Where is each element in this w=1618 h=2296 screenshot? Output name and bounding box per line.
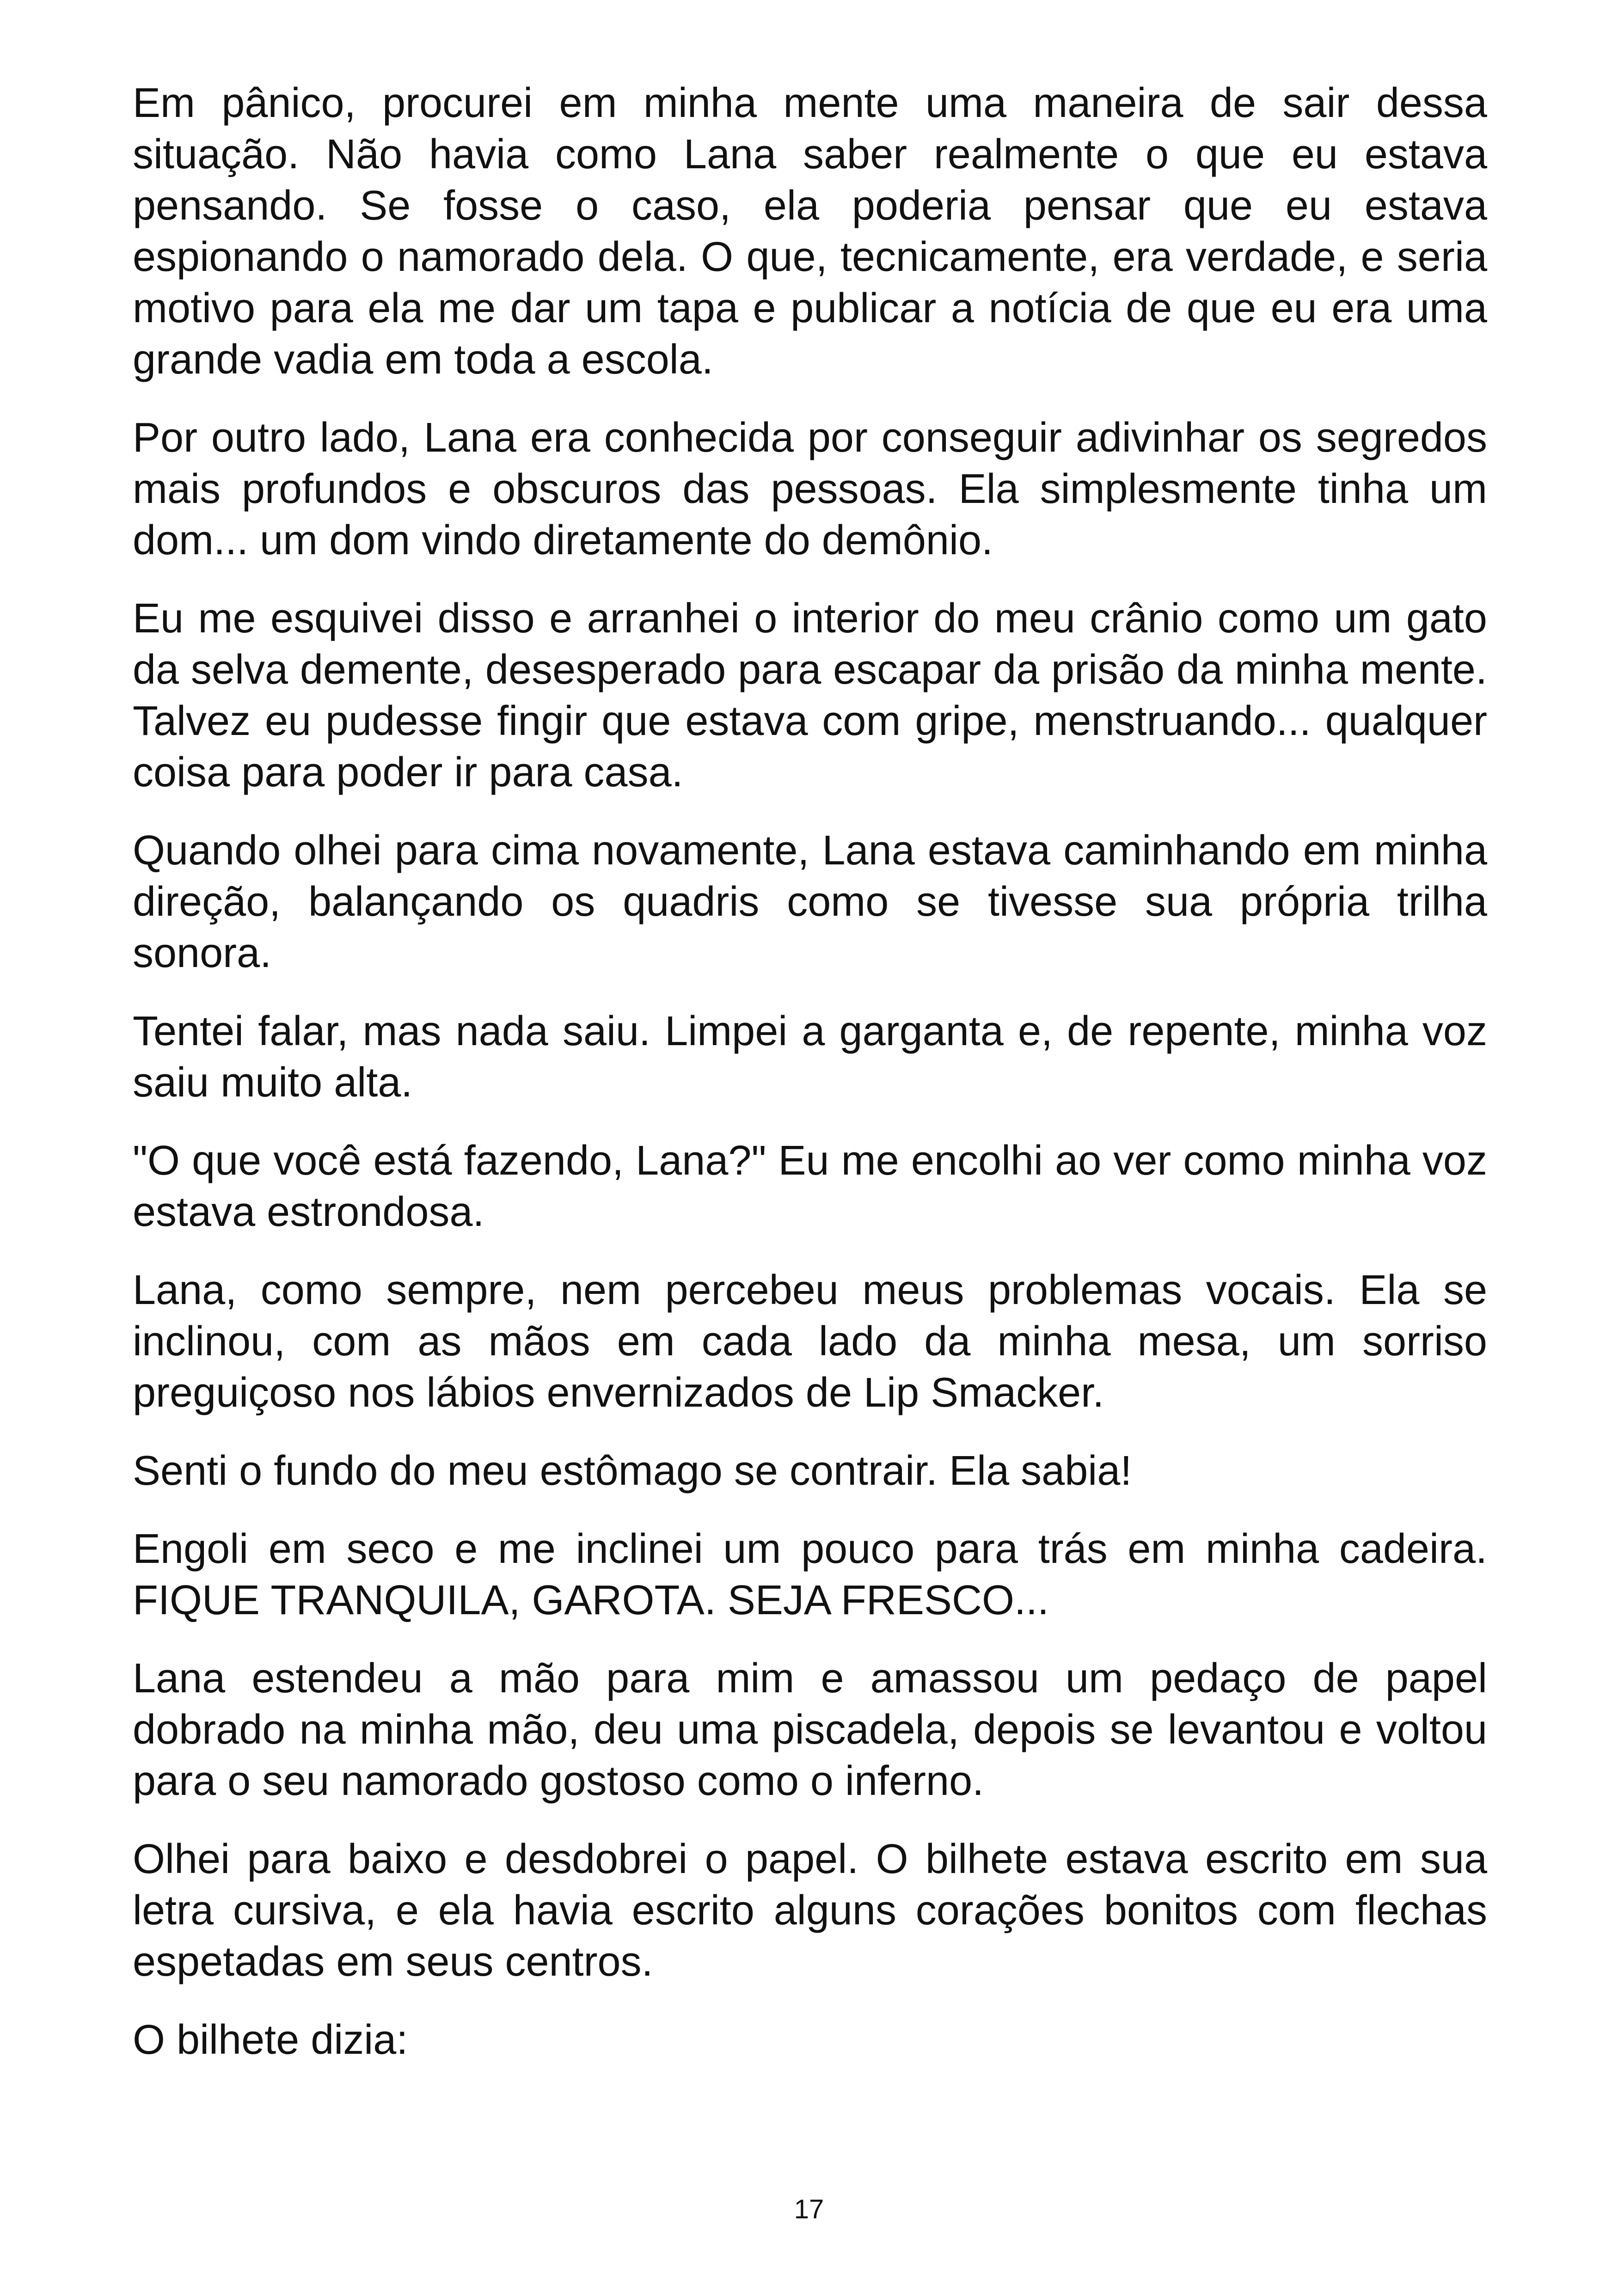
paragraph-6: "O que você está fazendo, Lana?" Eu me encolhi ao ver como minha voz estava estrondosa. (133, 1138, 1487, 1235)
paragraph-2: Por outro lado, Lana era conhecida por conseguir adivinhar os segredos mais profundos e obscuros das pessoas. Ela simplesmente tinha um dom... um dom vindo diretamente do demônio. (133, 415, 1487, 563)
paragraph-11: Olhei para baixo e desdobrei o papel. O bilhete estava escrito em sua letra cursiva, e ela havia escrito alguns corações bonitos com flechas espetadas em seus centros. (133, 1836, 1487, 1985)
paragraph-9: Engoli em seco e me inclinei um pouco para trás em minha cadeira. FIQUE TRANQUILA, GAROTA. SEJA FRESCO... (133, 1526, 1487, 1623)
paragraph-4: Quando olhei para cima novamente, Lana estava caminhando em minha direção, balançando os quadris como se tivesse sua própria trilha sonora. (133, 827, 1487, 976)
paragraph-3: Eu me esquivei disso e arranhei o interior do meu crânio como um gato da selva demente, desesperado para escapar da prisão da minha mente. Talvez eu pudesse fingir que estava com gripe, menstruando... qualquer coisa para poder ir para casa. (133, 595, 1487, 796)
paragraph-5: Tentei falar, mas nada saiu. Limpei a garganta e, de repente, minha voz saiu muito alta. (133, 1008, 1487, 1106)
paragraph-12: O bilhete dizia: (133, 2017, 408, 2063)
paragraph-10: Lana estendeu a mão para mim e amassou um pedaço de papel dobrado na minha mão, deu uma piscadela, depois se levantou e voltou para o seu namorado gostoso como o inferno. (133, 1655, 1487, 1804)
page-body (133, 78, 1487, 2093)
paragraph-7: Lana, como sempre, nem percebeu meus problemas vocais. Ela se inclinou, com as mãos em cada lado da minha mesa, um sorriso preguiçoso nos lábios envernizados de Lip Smacker. (133, 1267, 1487, 1416)
paragraph-1: Em pânico, procurei em minha mente uma maneira de sair dessa situação. Não havia como Lana saber realmente o que eu estava pensando. Se fosse o caso, ela poderia pensar que eu estava espionando o namorado dela. O que, tecnicamente, era verdade, e seria motivo para ela me dar um tapa e publicar a notícia de que eu era uma grande vadia em toda a escola. (133, 80, 1487, 383)
page-number: 17 (794, 2194, 824, 2224)
paragraph-8: Senti o fundo do meu estômago se contrair. Ela sabia! (133, 1448, 1132, 1494)
